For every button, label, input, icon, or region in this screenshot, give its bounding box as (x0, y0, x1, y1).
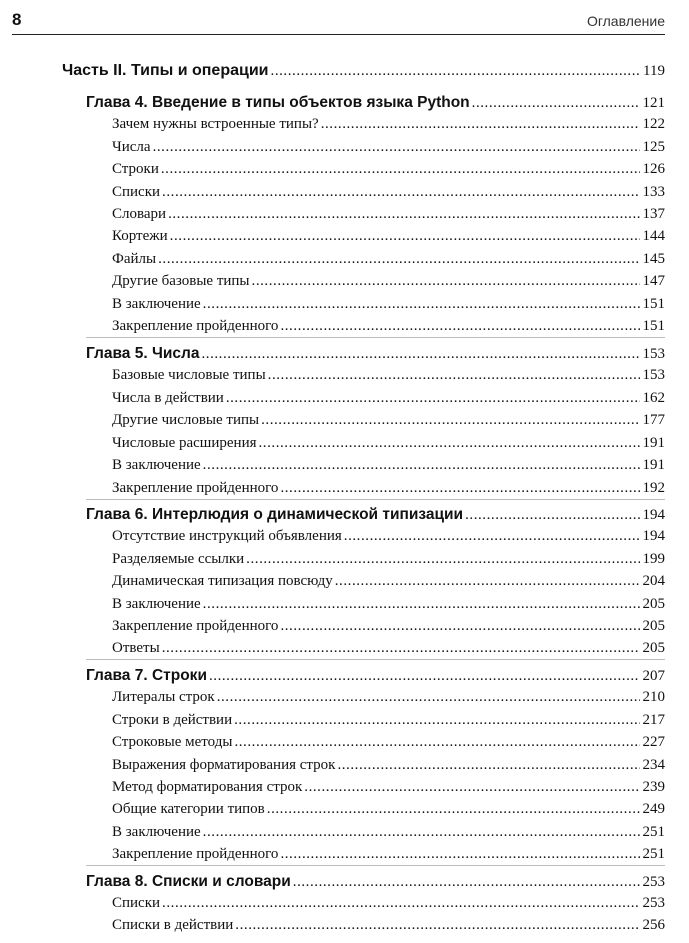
toc-entry-title: В заключение (112, 596, 201, 612)
dot-leader (280, 618, 639, 635)
toc-entry-section[interactable] (112, 528, 665, 545)
toc-entry-section[interactable] (112, 824, 665, 841)
toc-entry-title: Строковые методы (112, 734, 233, 750)
toc-entry-section[interactable] (112, 779, 665, 796)
toc-entry-title: Кортежи (112, 228, 168, 244)
toc-entry-section[interactable] (112, 734, 665, 751)
dot-leader (203, 824, 640, 841)
toc-entry-section[interactable] (112, 895, 665, 912)
dot-leader (201, 346, 639, 363)
toc-entry-page-number: 151 (642, 318, 665, 334)
toc-entry-page-number: 145 (642, 251, 665, 267)
dot-leader (293, 874, 640, 891)
dot-leader (203, 596, 640, 613)
toc-entry-section[interactable] (112, 689, 665, 706)
toc-entry-page-number: 199 (642, 551, 665, 567)
dot-leader (335, 573, 640, 590)
dot-leader (209, 668, 640, 685)
toc-entry-title: Другие базовые типы (112, 273, 250, 289)
toc-entry-title: Зачем нужны встроенные типы? (112, 116, 319, 132)
toc-entry-section[interactable] (112, 435, 665, 452)
toc-entry-page-number: 191 (642, 435, 665, 451)
toc-entry-page-number: 144 (642, 228, 665, 244)
toc-entry-section[interactable] (112, 712, 665, 729)
dot-leader (170, 228, 640, 245)
toc-entry-chapter[interactable] (86, 506, 665, 524)
toc-entry-title: Словари (112, 206, 167, 222)
toc-entry-section[interactable] (112, 757, 665, 774)
dot-leader (267, 801, 640, 818)
toc-entry-chapter[interactable] (86, 667, 665, 685)
toc-entry-page-number: 207 (642, 668, 665, 684)
toc-entry-title: Другие числовые типы (112, 412, 260, 428)
toc-entry-section[interactable] (112, 640, 665, 657)
toc-entry-title: Списки (112, 184, 161, 200)
toc-entry-title: Глава 7. Строки (86, 667, 207, 684)
toc-entry-section[interactable] (112, 296, 665, 313)
dot-leader (344, 528, 640, 545)
toc-entry-page-number: 227 (642, 734, 665, 750)
toc-entry-title: Строки в действии (112, 712, 233, 728)
toc-entry-title: Выражения форматирования строк (112, 757, 336, 773)
dot-leader (280, 846, 639, 863)
toc-entry-page-number: 191 (642, 457, 665, 473)
toc-entry-section[interactable] (112, 618, 665, 635)
toc-entry-title: Динамическая типизация повсюду (112, 573, 333, 589)
toc-entry-title: В заключение (112, 824, 201, 840)
toc-entry-page-number: 234 (642, 757, 665, 773)
toc-entry-title: Закрепление пройденного (112, 318, 279, 334)
toc-entry-section[interactable] (112, 228, 665, 245)
dot-leader (252, 273, 640, 290)
toc-entry-section[interactable] (112, 273, 665, 290)
toc-entry-title: Часть II. Типы и операции (62, 62, 269, 79)
dot-leader (203, 457, 640, 474)
toc-entry-section[interactable] (112, 596, 665, 613)
toc-entry-page-number: 253 (642, 895, 665, 911)
running-head: Оглавление (586, 13, 665, 29)
toc-entry-title: Строки (112, 161, 159, 177)
toc-entry-title: Закрепление пройденного (112, 480, 279, 496)
toc-entry-title: Списки в действии (112, 917, 234, 933)
dot-leader (161, 161, 640, 178)
toc-entry-page-number: 249 (642, 801, 665, 817)
toc-entry-page-number: 137 (642, 206, 665, 222)
toc-entry-title: Глава 8. Списки и словари (86, 873, 291, 890)
toc-entry-title: Глава 5. Числа (86, 345, 200, 362)
dot-leader (304, 779, 639, 796)
toc-entry-section[interactable] (112, 161, 665, 178)
dot-leader (268, 367, 640, 384)
toc-entry-page-number: 205 (642, 596, 665, 612)
toc-entry-title: Метод форматирования строк (112, 779, 303, 795)
dot-leader (271, 63, 641, 80)
toc-entry-page-number: 210 (642, 689, 665, 705)
toc-entry-section[interactable] (112, 551, 665, 568)
toc-entry-page-number: 194 (642, 528, 665, 544)
dot-leader (162, 895, 639, 912)
dot-leader (235, 917, 639, 934)
dot-leader (280, 318, 639, 335)
dot-leader (234, 734, 639, 751)
page-header (12, 10, 665, 35)
toc-entry-section[interactable] (112, 412, 665, 429)
toc-entry-page-number: 177 (642, 412, 665, 428)
toc-entry-section[interactable] (112, 457, 665, 474)
toc-entry-page-number: 194 (642, 507, 665, 523)
toc-entry-page-number: 153 (642, 346, 665, 362)
chapter-separator (86, 337, 665, 338)
page-number: 8 (12, 10, 22, 29)
toc-entry-section[interactable] (112, 480, 665, 497)
toc-entry-page-number: 192 (642, 480, 665, 496)
dot-leader (472, 95, 640, 112)
chapter-separator (86, 865, 665, 866)
toc-entry-page-number: 121 (642, 95, 665, 111)
toc-entry-page-number: 133 (642, 184, 665, 200)
toc-entry-section[interactable] (112, 318, 665, 335)
toc-entry-title: Списки (112, 895, 161, 911)
toc-entry-section[interactable] (112, 846, 665, 863)
toc-entry-page-number: 119 (643, 63, 665, 79)
dot-leader (465, 507, 639, 524)
dot-leader (162, 184, 639, 201)
toc-entry-section[interactable] (112, 573, 665, 590)
toc-entry-title: Базовые числовые типы (112, 367, 266, 383)
toc-entry-section[interactable] (112, 184, 665, 201)
dot-leader (259, 435, 640, 452)
toc-entry-page-number: 217 (642, 712, 665, 728)
toc-entry-page-number: 204 (642, 573, 665, 589)
toc-entry-page-number: 251 (642, 824, 665, 840)
toc-entry-section[interactable] (112, 139, 665, 156)
toc-entry-page-number: 239 (642, 779, 665, 795)
toc-entry-page-number: 126 (642, 161, 665, 177)
toc-entry-title: Файлы (112, 251, 157, 267)
toc-entry-section[interactable] (112, 917, 665, 934)
toc-entry-part[interactable] (62, 62, 665, 80)
toc-entry-title: Закрепление пройденного (112, 618, 279, 634)
toc-entry-title: Глава 4. Введение в типы объектов языка Python (86, 94, 470, 111)
dot-leader (246, 551, 639, 568)
dot-leader (226, 390, 640, 407)
toc-entry-chapter[interactable] (86, 94, 665, 112)
dot-leader (321, 116, 640, 133)
toc-entry-title: Числа (112, 139, 151, 155)
dot-leader (261, 412, 639, 429)
toc-entry-section[interactable] (112, 116, 665, 133)
toc-entry-title: В заключение (112, 457, 201, 473)
toc-entry-page-number: 253 (642, 874, 665, 890)
dot-leader (217, 689, 640, 706)
toc-entry-title: Разделяемые ссылки (112, 551, 245, 567)
toc-entry-page-number: 251 (642, 846, 665, 862)
toc-entry-section[interactable] (112, 251, 665, 268)
toc-entry-page-number: 256 (642, 917, 665, 933)
toc-entry-page-number: 122 (642, 116, 665, 132)
toc-entry-page-number: 205 (642, 640, 665, 656)
dot-leader (203, 296, 640, 313)
toc-entry-title: Общие категории типов (112, 801, 265, 817)
toc-entry-page-number: 153 (642, 367, 665, 383)
dot-leader (168, 206, 639, 223)
dot-leader (162, 640, 640, 657)
toc-entry-page-number: 147 (642, 273, 665, 289)
toc-entry-section[interactable] (112, 367, 665, 384)
toc-entry-chapter[interactable] (86, 345, 665, 363)
toc-entry-page-number: 151 (642, 296, 665, 312)
toc-entry-title: Ответы (112, 640, 160, 656)
toc-entry-title: Числовые расширения (112, 435, 257, 451)
toc-entry-section[interactable] (112, 801, 665, 818)
toc-entry-section[interactable] (112, 390, 665, 407)
toc-entry-title: Глава 6. Интерлюдия о динамической типизации (86, 506, 464, 523)
toc-entry-page-number: 125 (642, 139, 665, 155)
toc-entry-section[interactable] (112, 206, 665, 223)
toc-entry-chapter[interactable] (86, 873, 665, 891)
toc-entry-title: Закрепление пройденного (112, 846, 279, 862)
toc-entry-title: В заключение (112, 296, 201, 312)
dot-leader (234, 712, 639, 729)
dot-leader (280, 480, 639, 497)
dot-leader (158, 251, 639, 268)
dot-leader (153, 139, 640, 156)
toc-entry-page-number: 205 (642, 618, 665, 634)
dot-leader (337, 757, 639, 774)
chapter-separator (86, 659, 665, 660)
toc-entry-title: Литералы строк (112, 689, 215, 705)
toc-entry-title: Отсутствие инструкций объявления (112, 528, 342, 544)
toc-entry-title: Числа в действии (112, 390, 224, 406)
chapter-separator (86, 499, 665, 500)
toc-entry-page-number: 162 (642, 390, 665, 406)
